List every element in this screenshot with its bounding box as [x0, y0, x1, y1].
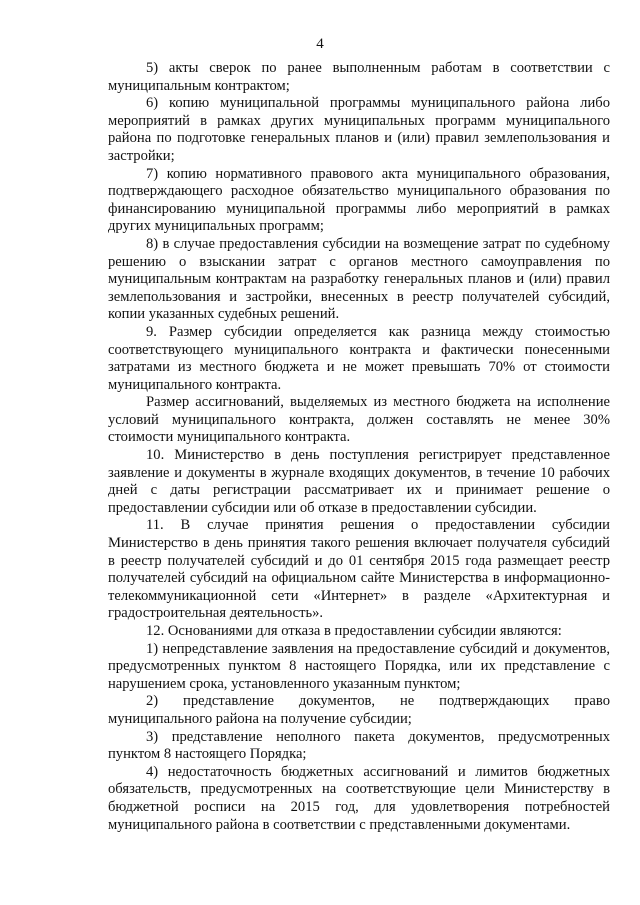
paragraph-refusal-item-2: 2) представление документов, не подтверждающих право муниципального района на получение субсидии; — [108, 693, 610, 727]
paragraph-item-6-program-copy: 6) копию муниципальной программы муниципального района либо мероприятий в рамках других муниципальных программ муниципального района по подготовке генеральных планов и (или) правил землепользования и застройки; — [108, 95, 610, 164]
paragraph-item-7-legal-act-copy: 7) копию нормативного правового акта муниципального образования, подтверждающего расходное обязательство муниципального образования по финансированию муниципальной программы либо мероприятий в рамках других муниципальных программ; — [108, 165, 610, 235]
paragraph-item-8-court-decisions: 8) в случае предоставления субсидии на возмещение затрат по судебному решению о взыскании затрат с органов местного самоуправления по муниципальным контрактам на разработку генеральных планов и (или) правил землепользования и застройки, внесенных в реестр получателей субсидий, копии указанных судебных решений. — [108, 235, 610, 323]
page-number: 4 — [316, 36, 324, 52]
paragraph-refusal-item-3: 3) представление неполного пакета документов, предусмотренных пунктом 8 настоящего Порядка; — [108, 728, 610, 763]
paragraph-refusal-item-4: 4) недостаточность бюджетных ассигнований и лимитов бюджетных обязательств, предусмотренных на соответствующие цели Министерству в бюджетной росписи на 2015 год, для удовлетворения потребностей муниципального района в соответствии с представленными документами. — [108, 763, 610, 833]
paragraph-clause-9-subsidy-size: 9. Размер субсидии определяется как разница между стоимостью соответствующего муниципального контракта и фактически понесенными затратами из местного бюджета и не может превышать 70% от стоимости муниципального контракта. — [108, 323, 610, 393]
document-body — [108, 60, 610, 834]
paragraph-refusal-item-1: 1) непредставление заявления на предоставление субсидий и документов, предусмотренных пунктом 8 настоящего Порядка, или их представление с нарушением срока, установленного указанным пунктом; — [108, 640, 610, 692]
paragraph-allocation-size: Размер ассигнований, выделяемых из местного бюджета на исполнение условий муниципального контракта, должен составлять не менее 30% стоимости муниципального контракта. — [108, 394, 610, 446]
paragraph-clause-12-refusal-grounds: 12. Основаниями для отказа в предоставлении субсидии являются: — [146, 623, 562, 639]
paragraph-clause-10-registration: 10. Министерство в день поступления регистрирует представленное заявление и документы в журнале входящих документов, в течение 10 рабочих дней с даты регистрации рассматривает их и принимает решение о предоставлении субсидии или об отказе в предоставлении субсидии. — [108, 447, 610, 516]
paragraph-item-5-acts: 5) акты сверок по ранее выполненным работам в соответствии с муниципальным контрактом; — [108, 60, 610, 94]
paragraph-clause-11-registry: 11. В случае принятия решения о предоставлении субсидии Министерство в день принятия такого решения включает получателя субсидий в реестр получателей субсидий и до 01 сентября 2015 года размещает реестр получателей субсидий на официальном сайте Министерства в информационно-телекоммуникационной сети «Интернет» в разделе «Архитектурная и градостроительная деятельность». — [108, 517, 610, 622]
